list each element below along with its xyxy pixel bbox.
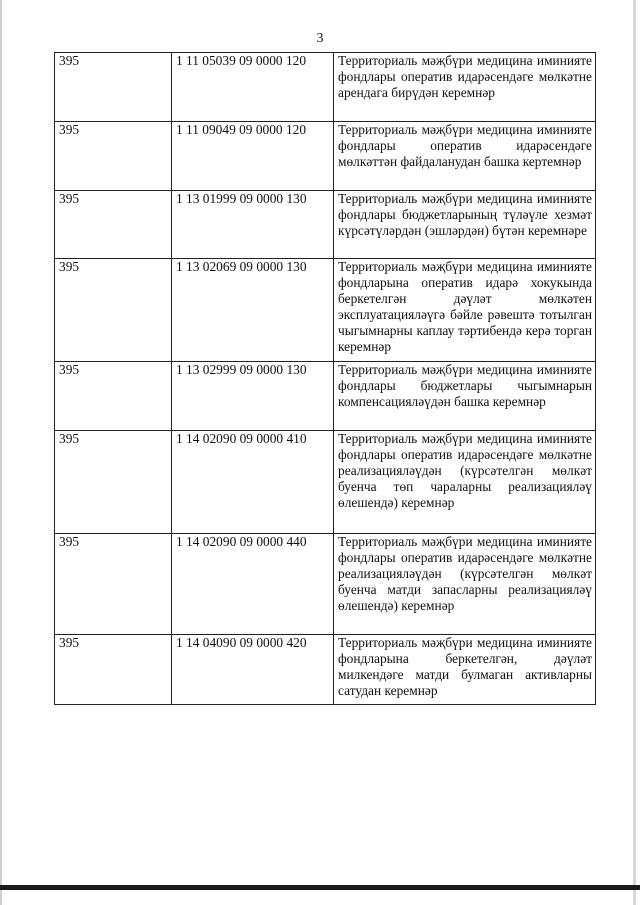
admin-code-cell: 395	[55, 362, 172, 431]
description-cell: Территориаль мәҗбүри медицина иминияте фондлары бюджетларының түләүле хезмәт күрсәтүләрдән (эшләрдән) бүтән керемнәре	[334, 191, 596, 259]
description-cell: Территориаль мәҗбүри медицина иминияте фондлары оператив идарәсендәге мөлкәтне реализацияләүдән (күрсәтелгән мөлкәт буенча төп чараларны реализацияләү өлешендә) керемнәр	[334, 431, 596, 534]
description-cell: Территориаль мәҗбүри медицина иминияте фондларына оператив идарә хокукында беркетелгән дәүләт мөлкәтен эксплуатацияләүгә бәйле рәвештә тотылган чыгымнарны каплау тәртибендә керә торган керемнәр	[334, 259, 596, 362]
table-row	[55, 534, 596, 635]
budget-code-cell: 1 13 02069 09 0000 130	[172, 259, 334, 362]
description-cell: Территориаль мәҗбүри медицина иминияте фондлары оператив идарәсендәге мөлкәттән файдаланудан башка кертемнәр	[334, 122, 596, 191]
admin-code-cell: 395	[55, 122, 172, 191]
admin-code-cell: 395	[55, 259, 172, 362]
budget-code-cell: 1 13 01999 09 0000 130	[172, 191, 334, 259]
table-row	[55, 53, 596, 122]
scan-edge-bottom	[0, 885, 640, 890]
budget-code-cell: 1 14 04090 09 0000 420	[172, 635, 334, 705]
table-row	[55, 362, 596, 431]
budget-code-cell: 1 14 02090 09 0000 410	[172, 431, 334, 534]
admin-code-cell: 395	[55, 635, 172, 705]
description-cell: Территориаль мәҗбүри медицина иминияте фондларына беркетелгән, дәүләт милкендәге матди булмаган активларны сатудан керемнәр	[334, 635, 596, 705]
table-row	[55, 259, 596, 362]
budget-code-cell: 1 11 09049 09 0000 120	[172, 122, 334, 191]
table-row	[55, 635, 596, 705]
scan-edge-right	[633, 0, 636, 905]
table-row	[55, 191, 596, 259]
budget-code-cell: 1 13 02999 09 0000 130	[172, 362, 334, 431]
description-cell: Территориаль мәҗбүри медицина иминияте фондлары оператив идарәсендәге мөлкәтне реализацияләүдән (күрсәтелгән мөлкәт буенча матди запасларны реализацияләү өлешендә) керемнәр	[334, 534, 596, 635]
admin-code-cell: 395	[55, 431, 172, 534]
budget-code-cell: 1 14 02090 09 0000 440	[172, 534, 334, 635]
description-cell: Территориаль мәҗбүри медицина иминияте фондлары оператив идарәсендәге мөлкәтне арендага бирүдән керемнәр	[334, 53, 596, 122]
description-cell: Территориаль мәҗбүри медицина иминияте фондлары бюджетлары чыгымнарын компенсацияләүдән башка керемнәр	[334, 362, 596, 431]
page-number: 3	[316, 31, 324, 46]
table-row	[55, 122, 596, 191]
admin-code-cell: 395	[55, 534, 172, 635]
revenue-codes-table	[54, 52, 596, 705]
budget-code-cell: 1 11 05039 09 0000 120	[172, 53, 334, 122]
table-row	[55, 431, 596, 534]
admin-code-cell: 395	[55, 191, 172, 259]
scan-edge-left	[0, 0, 2, 905]
admin-code-cell: 395	[55, 53, 172, 122]
